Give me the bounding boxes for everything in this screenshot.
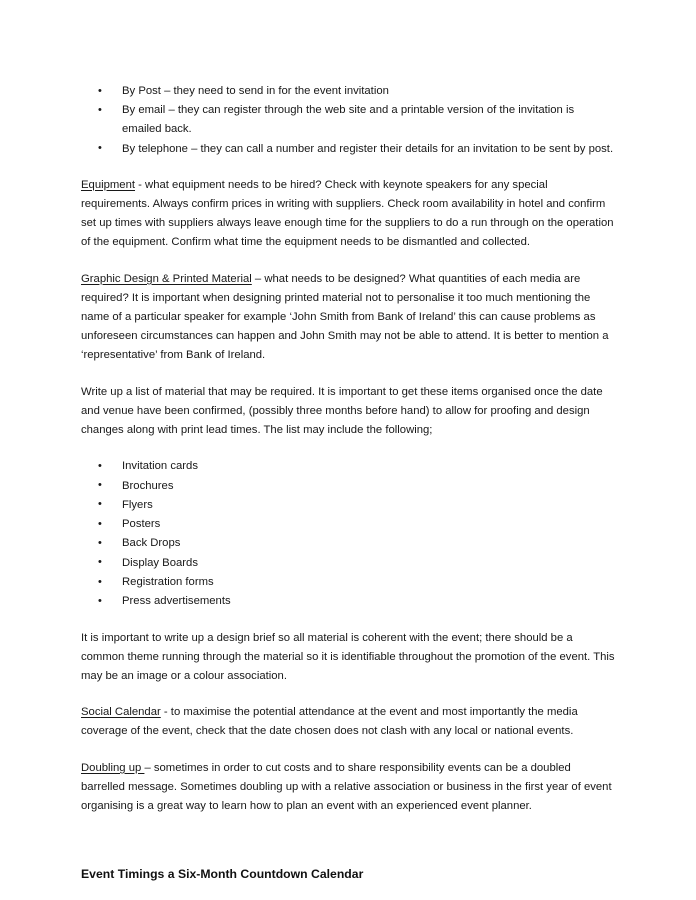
- section-heading: Event Timings a Six-Month Countdown Calendar: [81, 867, 364, 882]
- list-item: [81, 592, 615, 611]
- material-list: [81, 457, 615, 611]
- list-item: [81, 573, 615, 592]
- list-item-text: By Post – they need to send in for the event invitation: [122, 85, 389, 97]
- doubling-up-paragraph: [81, 759, 615, 817]
- list-item-text: Press advertisements: [122, 595, 231, 608]
- graphic-design-term: Graphic Design & Printed Material: [81, 272, 252, 285]
- doubling-up-body: – sometimes in order to cut costs and to share responsibility events can be a doubled barrelled message. Sometimes doubling up with a relative association or business in the first year of event organising is a great way to learn how to plan an event with an experienced event planner.: [81, 761, 612, 813]
- list-item: [81, 496, 615, 515]
- social-calendar-paragraph: [81, 703, 615, 741]
- list-item-text: By email – they can register through the web site and a printable version of the invitation is emailed back.: [122, 104, 575, 136]
- list-item-text: By telephone – they can call a number and register their details for an invitation to be sent by post.: [122, 142, 614, 155]
- list-item-text: Flyers: [122, 498, 153, 511]
- equipment-body: - what equipment needs to be hired? Check with keynote speakers for any special requirements. Always confirm prices in writing with suppliers. Check room availability in hotel and confirm set up times with suppliers always leave enough time for the suppliers to do a run through on the operation of the equipment. Confirm what time the equipment needs to be dismantled and collected.: [81, 178, 614, 249]
- design-brief-paragraph: It is important to write up a design brief so all material is coherent with the event; there should be a common theme running through the material so it is identifiable throughout the promotion of the event. This may be an image or a colour association.: [81, 631, 615, 683]
- graphic-design-body: – what needs to be designed? What quantities of each media are required? It is important when designing printed material not to personalise it too much mentioning the name of a particular speaker for example ‘John Smith from Bank of Ireland’ this can cause problems as unforeseen circumstances can happen and John Smith may not be able to attend. It is better to mention a ‘representative’ from Bank of Ireland.: [81, 272, 609, 362]
- equipment-term: Equipment: [81, 178, 136, 191]
- list-item: [81, 515, 615, 534]
- equipment-paragraph: [81, 176, 615, 253]
- heading-spacer: [81, 816, 615, 866]
- social-calendar-term: Social Calendar: [81, 706, 161, 719]
- graphic-design-paragraph: [81, 270, 615, 366]
- list-item-text: Brochures: [122, 479, 174, 492]
- list-item: [81, 457, 615, 476]
- registration-methods-list: [81, 82, 615, 159]
- list-item-text: Back Drops: [122, 537, 181, 550]
- list-item: [81, 477, 615, 496]
- list-item: [81, 534, 615, 553]
- list-item: [81, 82, 615, 101]
- list-item: [81, 140, 615, 159]
- list-item: [81, 554, 615, 573]
- list-item-text: Registration forms: [122, 576, 214, 589]
- list-item-text: Posters: [122, 518, 161, 531]
- list-item-text: Invitation cards: [122, 460, 198, 473]
- doubling-up-term: Doubling up: [81, 761, 145, 774]
- social-calendar-body: - to maximise the potential attendance at the event and most importantly the media coverage of the event, check that the date chosen does not clash with any local or national events.: [81, 706, 578, 738]
- list-item-text: Display Boards: [122, 556, 198, 569]
- write-up-list-paragraph: Write up a list of material that may be required. It is important to get these items organised once the date and venue have been confirmed, (possibly three months before hand) to allow for proofing and design changes along with print lead times. The list may include the following;: [81, 385, 603, 437]
- document-body: [81, 82, 615, 883]
- list-item: [81, 101, 615, 139]
